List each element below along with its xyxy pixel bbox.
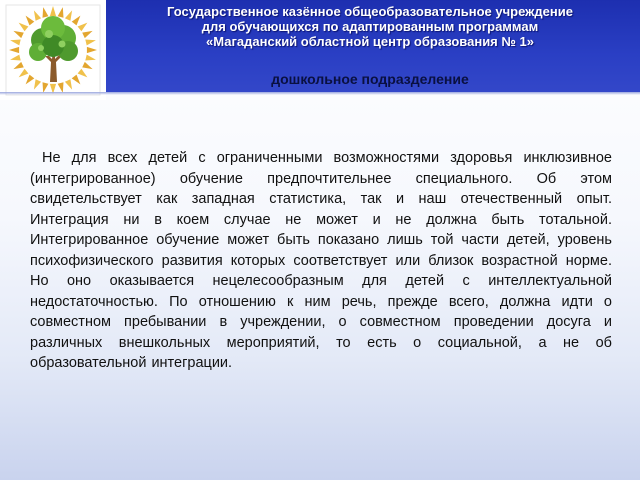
tree-logo-icon: [5, 4, 101, 96]
main-paragraph: Не для всех детей с ограниченными возможностями здоровья инклюзивное (интегрированное) обучение предпочтительнее специального. Об этом свидетельствует как западная статистика, так и наш отечественный опыт. Интеграция ни в коем случае не может и не должна быть тотальной. Интегрированное обучение может быть показано лишь той части детей, уровень психофизического развития которых соответствует или близок возрастной норме. Но оно оказывается нецелесообразным для детей с интеллектуальной недостаточностью. По отношению к ним речь, прежде всего, должна идти о совместном пребывании в учреждении, о совместном проведении досуга и различных внешкольных мероприятий, то есть о социальной, а не об образовательной интеграции.: [30, 150, 612, 371]
title-line: «Магаданский областной центр образования № 1»: [206, 34, 534, 49]
logo-container: [0, 0, 106, 100]
title-line: Государственное казённое общеобразовательное учреждение: [167, 4, 573, 19]
subdivision-title: дошкольное подразделение: [271, 71, 469, 87]
organization-title: [110, 4, 630, 49]
title-line: для обучающихся по адаптированным программам: [201, 19, 539, 34]
